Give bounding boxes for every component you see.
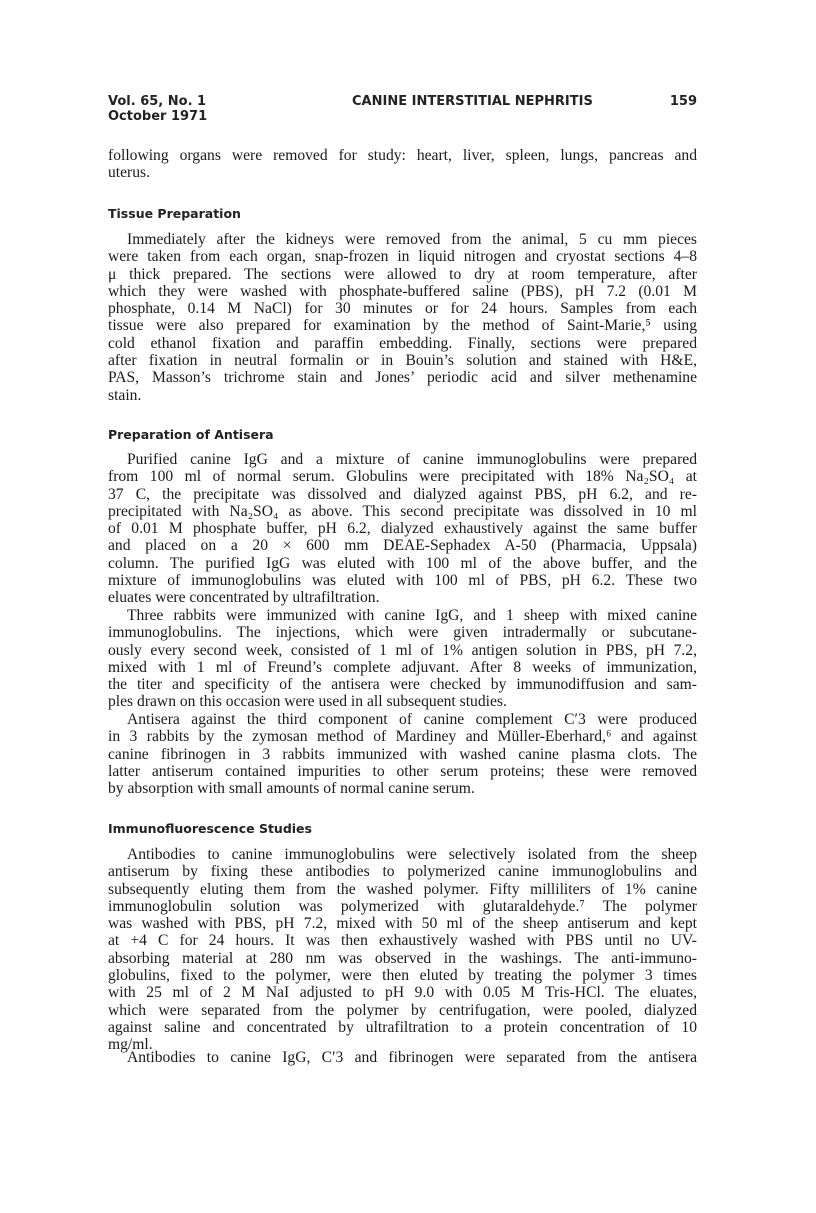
text-line: tissue were also prepared for examination by the method of Saint-Marie,⁵ using	[108, 317, 697, 335]
text-line: absorbing material at 280 nm was observed in the washings. The anti-immuno-	[108, 949, 697, 967]
paragraph	[108, 1049, 697, 1066]
paragraph	[108, 451, 697, 607]
text-line: mixed with 1 ml of Freund’s complete adjuvant. After 8 weeks of immunization,	[108, 658, 697, 676]
paragraph	[108, 846, 697, 1054]
text-line: which were separated from the polymer by centrifugation, were pooled, dialyzed	[108, 1001, 697, 1019]
text-line: Purified canine IgG and a mixture of canine immunoglobulins were prepared	[127, 451, 697, 468]
text-line: ples drawn on this occasion were used in all subsequent studies.	[108, 693, 507, 711]
text-line: antiserum by fixing these antibodies to polymerized canine immunoglobulins and	[108, 863, 697, 881]
text-line: immunoglobulin solution was polymerized with glutaraldehyde.⁷ The polymer	[108, 897, 697, 915]
running-title: CANINE INTERSTITIAL NEPHRITIS	[352, 94, 593, 109]
text-line: cold ethanol fixation and paraffin embedding. Finally, sections were prepared	[108, 334, 697, 352]
text-line: subsequently eluting them from the washed polymer. Fifty milliliters of 1% canine	[108, 880, 697, 898]
text-line: mixture of immunoglobulins was eluted with 100 ml of PBS, pH 6.2. These two	[108, 572, 697, 590]
text-line: phosphate, 0.14 M NaCl) for 30 minutes or for 24 hours. Samples from each	[108, 300, 697, 318]
text-line: column. The purified IgG was eluted with 100 ml of the above buffer, and the	[108, 554, 697, 572]
text-line: against saline and concentrated by ultrafiltration to a protein concentration of 10	[108, 1018, 697, 1036]
issue-date: October 1971	[108, 109, 208, 124]
text-line: the titer and specificity of the antisera were checked by immunodiffusion and sam-	[108, 676, 697, 694]
text-line: after fixation in neutral formalin or in Bouin’s solution and stained with H&E,	[108, 352, 697, 370]
text-line: following organs were removed for study: heart, liver, spleen, lungs, pancreas and	[108, 147, 697, 164]
section-heading: Immunofluorescence Studies	[108, 821, 312, 836]
text-line: PAS, Masson’s trichrome stain and Jones’ periodic acid and silver methenamine	[108, 369, 697, 387]
text-line: stain.	[108, 386, 142, 404]
text-line: and placed on a 20 × 600 mm DEAE-Sephadex A-50 (Pharmacia, Uppsala)	[108, 537, 697, 555]
text-line: precipitated with Na₂SO₄ as above. This second precipitate was dissolved in 10 ml	[108, 502, 697, 520]
text-line: with 25 ml of 2 M NaI adjusted to pH 9.0 with 0.05 M Tris-HCl. The eluates,	[108, 984, 697, 1002]
paragraph	[108, 711, 697, 797]
paragraph	[108, 607, 697, 711]
text-line: Three rabbits were immunized with canine IgG, and 1 sheep with mixed canine	[127, 607, 697, 624]
page-number: 159	[669, 94, 697, 109]
running-header	[108, 94, 697, 124]
text-line: 37 C, the precipitate was dissolved and dialyzed against PBS, pH 6.2, and re-	[108, 485, 697, 503]
text-line: immunoglobulins. The injections, which were given intradermally or subcutane-	[108, 624, 697, 642]
text-line: were taken from each organ, snap-frozen in liquid nitrogen and cryostat sections 4–8	[108, 248, 697, 266]
text-line: μ thick prepared. The sections were allowed to dry at room temperature, after	[108, 265, 697, 283]
text-line: ously every second week, consisted of 1 ml of 1% antigen solution in PBS, pH 7.2,	[108, 641, 697, 659]
volume-number: Vol. 65, No. 1	[108, 94, 207, 109]
text-line: mg/ml.	[108, 1036, 153, 1054]
text-line: from 100 ml of normal serum. Globulins were precipitated with 18% Na₂SO₄ at	[108, 468, 697, 486]
paragraph	[108, 231, 697, 404]
text-line: globulins, fixed to the polymer, were then eluted by treating the polymer 3 times	[108, 967, 697, 985]
paragraph	[108, 147, 697, 182]
text-line: uterus.	[108, 164, 151, 182]
text-line: of 0.01 M phosphate buffer, pH 6.2, dialyzed exhaustively against the same buffer	[108, 520, 697, 538]
text-line: was washed with PBS, pH 7.2, mixed with 50 ml of the sheep antiserum and kept	[108, 915, 697, 933]
text-line: canine fibrinogen in 3 rabbits immunized with washed canine plasma clots. The	[108, 745, 697, 763]
text-line: in 3 rabbits by the zymosan method of Mardiney and Müller-Eberhard,⁶ and against	[108, 728, 697, 746]
text-line: Antibodies to canine IgG, C′3 and fibrinogen were separated from the antisera	[127, 1049, 697, 1066]
text-line: Immediately after the kidneys were removed from the animal, 5 cu mm pieces	[127, 231, 697, 248]
text-line: by absorption with small amounts of normal canine serum.	[108, 780, 475, 798]
text-line: which they were washed with phosphate-buffered saline (PBS), pH 7.2 (0.01 M	[108, 282, 697, 300]
text-line: Antisera against the third component of canine complement C′3 were produced	[127, 711, 697, 728]
text-line: latter antiserum contained impurities to other serum proteins; these were removed	[108, 762, 697, 780]
text-line: Antibodies to canine immunoglobulins were selectively isolated from the sheep	[127, 846, 697, 863]
section-heading: Tissue Preparation	[108, 206, 241, 221]
text-line: at +4 C for 24 hours. It was then exhaustively washed with PBS until no UV-	[108, 932, 697, 950]
section-heading: Preparation of Antisera	[108, 427, 274, 442]
text-line: eluates were concentrated by ultrafiltration.	[108, 589, 380, 607]
